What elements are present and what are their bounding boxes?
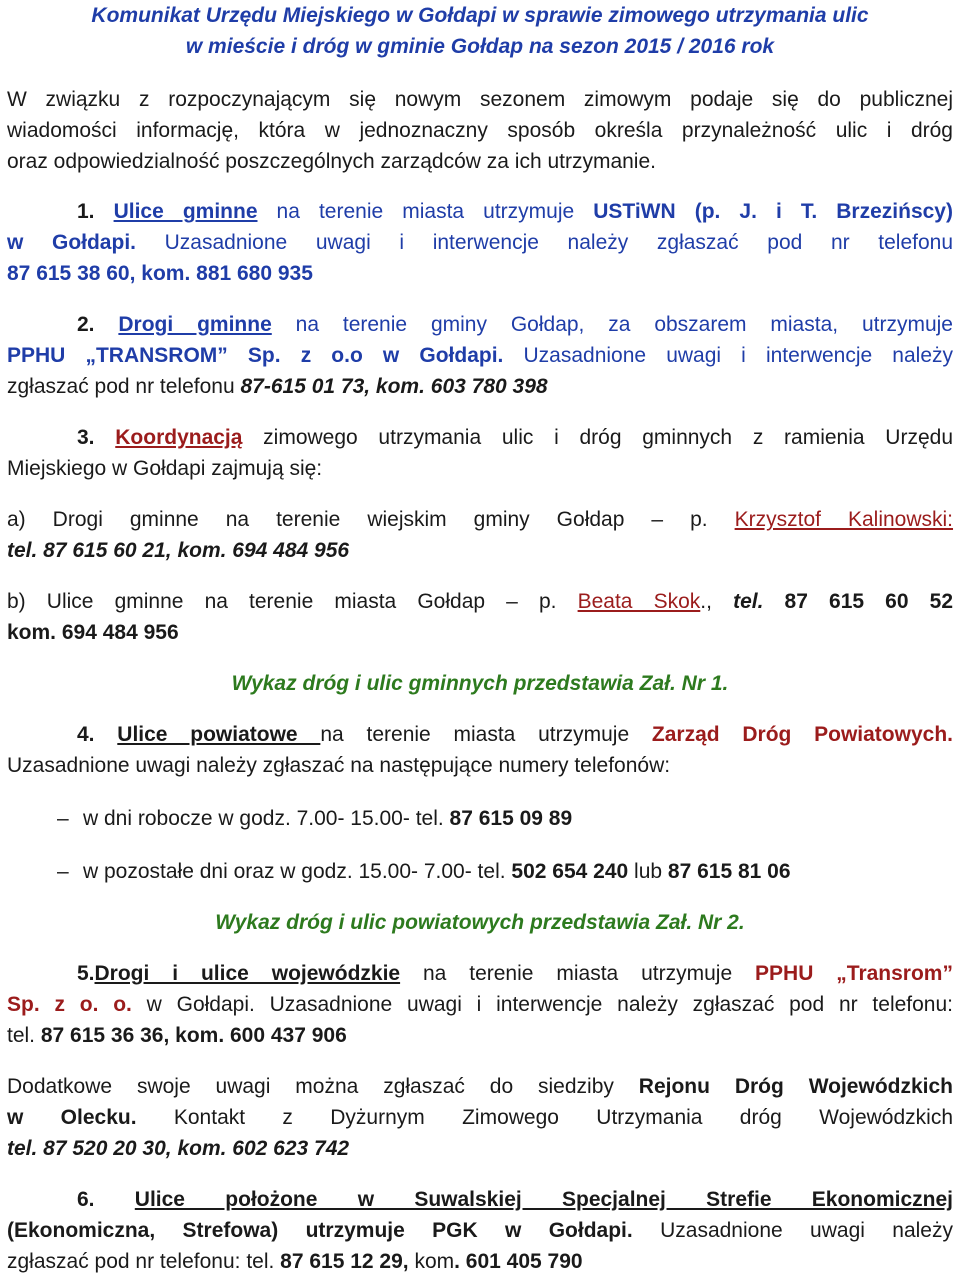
item-a-person-link[interactable]: Krzysztof Kalinowski: xyxy=(734,508,954,531)
section-4-heading: Ulice powiatowe xyxy=(117,723,321,746)
item-b xyxy=(7,586,953,617)
section-5-text: na terenie miasta utrzymuje xyxy=(400,962,756,985)
extra-line-2 xyxy=(7,1102,953,1133)
section-6-phone: 87 615 12 29, xyxy=(280,1250,409,1273)
extra-text: Dodatkowe swoje uwagi można zgłaszać do siedziby xyxy=(7,1075,639,1098)
section-6 xyxy=(7,1184,953,1215)
section-2-org: PPHU „TRANSROM” Sp. z o.o w Gołdapi. xyxy=(7,344,504,367)
section-5-number: 5. xyxy=(77,962,95,985)
section-2-phone: 87-615 01 73, kom. 603 780 398 xyxy=(240,375,548,398)
extra-line-3 xyxy=(7,1133,953,1164)
wykaz-powiatowe: Wykaz dróg i ulic powiatowych przedstawia Zał. Nr 2. xyxy=(215,911,745,934)
item-b-tel-label: tel. xyxy=(733,590,764,613)
section-5-line-3 xyxy=(7,1020,953,1051)
list-item-phone-2: 87 615 81 06 xyxy=(667,860,791,883)
section-5-heading: Drogi i ulice wojewódzkie xyxy=(94,962,401,985)
item-a-line-2 xyxy=(7,535,953,566)
section-1-contact-text: Uzasadnione uwagi i interwencje należy zgłaszać pod nr telefonu xyxy=(135,231,953,254)
extra-phone: tel. 87 520 20 30, kom. 602 623 742 xyxy=(7,1137,350,1160)
section-3-line-2 xyxy=(7,453,953,484)
section-1-line-2 xyxy=(7,227,953,258)
extra-org: Rejonu Dróg Wojewódzkich xyxy=(638,1075,953,1098)
intro-paragraph xyxy=(7,84,953,146)
item-b-phone: 87 615 60 52 xyxy=(763,590,953,613)
dash-bullet: – xyxy=(57,860,69,883)
item-b-mobile: kom. 694 484 956 xyxy=(7,621,179,644)
item-b-text: b) Ulice gminne na terenie miasta Gołdap – p. xyxy=(7,590,578,613)
section-1-heading: Ulice gminne xyxy=(113,200,258,223)
section-5-org: PPHU „Transrom” xyxy=(755,962,953,985)
title-line-2: w mieście i dróg w gminie Gołdap na sezon 2015 / 2016 rok xyxy=(185,35,775,58)
section-2 xyxy=(7,309,953,340)
intro-line-2: wiadomości informację, która w jednoznaczny sposób określa przynależność ulic i dróg xyxy=(7,119,953,142)
section-4 xyxy=(7,719,953,750)
section-3-number: 3. xyxy=(77,426,95,449)
item-b-person-link[interactable]: Beata Skok xyxy=(577,590,701,613)
section-2-contact-text: Uzasadnione uwagi i interwencje należy xyxy=(503,344,954,367)
list-item-phone-1: 502 654 240 xyxy=(511,860,629,883)
section-1-text: na terenie miasta utrzymuje xyxy=(257,200,594,223)
item-b-line-2 xyxy=(7,617,953,648)
list-item-phone: 87 615 09 89 xyxy=(449,807,573,830)
list-item xyxy=(7,856,953,887)
list-item xyxy=(7,803,953,834)
section-6-kom: kom xyxy=(408,1250,455,1273)
section-4-text: na terenie miasta utrzymuje xyxy=(320,723,652,746)
section-1 xyxy=(7,196,953,227)
section-1-org: USTiWN (p. J. i T. Brzezińscy) xyxy=(593,200,953,223)
section-2-line-3 xyxy=(7,371,953,402)
item-a-phone: tel. 87 615 60 21, kom. 694 484 956 xyxy=(7,539,350,562)
section-4-text-2: Uzasadnione uwagi należy zgłaszać na następujące numery telefonów: xyxy=(7,754,671,777)
section-5-contact-text: w Gołdapi. Uzasadnione uwagi i interwencje należy zgłaszać pod nr telefonu: xyxy=(131,993,953,1016)
list-item-text: w dni robocze w godz. 7.00- 15.00- tel. xyxy=(83,807,450,830)
section-1-line-3 xyxy=(7,258,953,289)
intro-line-3: oraz odpowiedzialność poszczególnych zarządców za ich utrzymanie. xyxy=(7,150,656,173)
intro-line-1: W związku z rozpoczynającym się nowym sezonem zimowym podaje się do publicznej xyxy=(7,88,953,111)
section-2-text: na terenie gminy Gołdap, za obszarem miasta, utrzymuje xyxy=(271,313,953,336)
section-6-line-3 xyxy=(7,1246,953,1277)
section-6-number: 6. xyxy=(77,1188,95,1211)
title-line-1: Komunikat Urzędu Miejskiego w Gołdapi w sprawie zimowego utrzymania ulic xyxy=(91,4,869,27)
item-a-text: a) Drogi gminne na terenie wiejskim gminy Gołdap – p. xyxy=(7,508,735,531)
section-4-line-2 xyxy=(7,750,953,781)
section-4-org: Zarząd Dróg Powiatowych. xyxy=(651,723,953,746)
item-b-comma: ., xyxy=(700,590,734,613)
section-5-org-2: Sp. z o. o. xyxy=(7,993,132,1016)
intro-paragraph-end xyxy=(7,146,953,177)
section-2-line-2 xyxy=(7,340,953,371)
section-6-contact-text-2: zgłaszać pod nr telefonu: tel. xyxy=(7,1250,281,1273)
wykaz-gminne: Wykaz dróg i ulic gminnych przedstawia Zał. Nr 1. xyxy=(231,672,729,695)
section-3-text-2: Miejskiego w Gołdapi zajmują się: xyxy=(7,457,323,480)
extra-org-2: w Olecku. xyxy=(7,1106,137,1129)
section-2-number: 2. xyxy=(77,313,95,336)
section-6-heading: Ulice położone w Suwalskiej Specjalnej Strefie Ekonomicznej xyxy=(134,1188,953,1211)
section-3 xyxy=(7,422,953,453)
section-6-contact-text: Uzasadnione uwagi należy xyxy=(632,1219,953,1242)
section-2-heading: Drogi gminne xyxy=(118,313,272,336)
section-2-contact-text-2: zgłaszać pod nr telefonu xyxy=(7,375,241,398)
section-1-org-city: w Gołdapi. xyxy=(7,231,136,254)
section-6-org: (Ekonomiczna, Strefowa) utrzymuje PGK w Gołdapi. xyxy=(7,1219,633,1242)
section-1-number: 1. xyxy=(77,200,95,223)
section-3-heading: Koordynacją xyxy=(115,426,243,449)
item-a xyxy=(7,504,953,535)
list-item-or: lub xyxy=(628,860,668,883)
extra-paragraph xyxy=(7,1071,953,1102)
section-6-line-2 xyxy=(7,1215,953,1246)
dash-bullet: – xyxy=(57,807,69,830)
extra-contact-text: Kontakt z Dyżurnym Zimowego Utrzymania dróg Wojewódzkich xyxy=(136,1106,953,1129)
list-item-text: w pozostałe dni oraz w godz. 15.00- 7.00- tel. xyxy=(83,860,512,883)
section-5 xyxy=(7,958,953,989)
page-title xyxy=(7,0,953,62)
section-5-line-2 xyxy=(7,989,953,1020)
section-3-text: zimowego utrzymania ulic i dróg gminnych z ramienia Urzędu xyxy=(242,426,953,449)
section-5-tel-label: tel. xyxy=(7,1024,41,1047)
section-4-number: 4. xyxy=(77,723,95,746)
section-1-phone: 87 615 38 60, kom. 881 680 935 xyxy=(7,262,313,285)
section-5-phone: 87 615 36 36, kom. 600 437 906 xyxy=(40,1024,347,1047)
section-6-mobile: . 601 405 790 xyxy=(454,1250,583,1273)
